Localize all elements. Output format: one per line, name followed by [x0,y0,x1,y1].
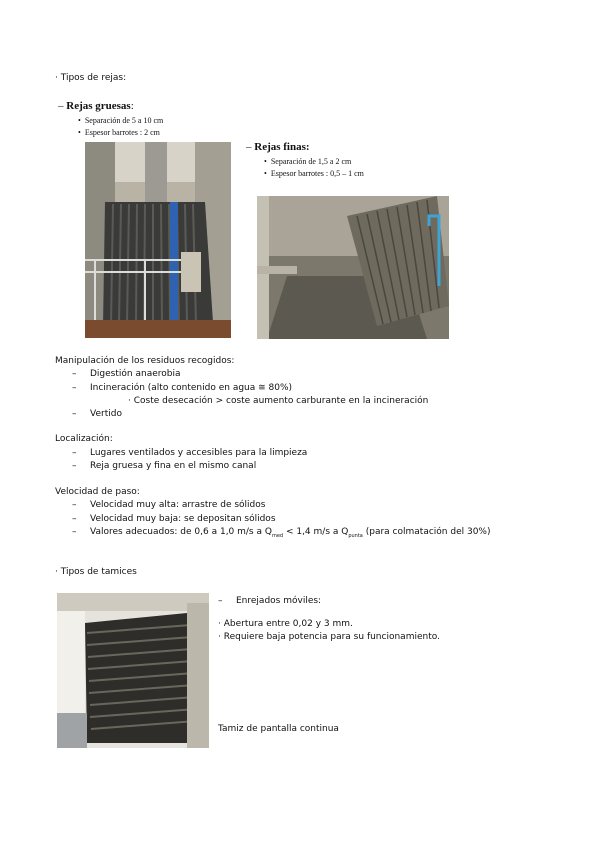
list-item: • Espesor barrotes : 0,5 – 1 cm [264,169,364,178]
list-item: – Lugares ventilados y accesibles para la limpieza [72,448,308,458]
valores-item: – Valores adecuados: de 0,6 a 1,0 m/s a $Q_{med} < 1,4$ m/s a $Q_{punta}$ (para colmatación del 30%) [72,527,491,539]
potencia-text: · Requiere baja potencia para su funcionamiento. [218,632,440,642]
list-item: – Velocidad muy alta: arrastre de sólidos [72,500,266,510]
tamiz-photo [57,593,209,748]
list-item: – Incineración (alto contenido en agua ≅ 80%) [72,383,293,393]
rejas-gruesas-list [78,115,163,139]
list-item: • Espesor barrotes : 2 cm [78,128,160,137]
rejas-heading: · Tipos de rejas: [55,73,127,83]
dash-marker: – [58,100,64,112]
tamices-heading: · Tipos de tamices [55,567,137,577]
localizacion-heading: Localización: [55,434,113,444]
list-item: – Digestión anaerobia [72,369,181,379]
rejas-finas-list [264,156,364,180]
abertura-text: · Abertura entre 0,02 y 3 mm. [218,619,353,629]
dash-marker: – [246,141,252,153]
rejas-gruesas-colon: : [130,100,134,112]
velocidad-heading: Velocidad de paso: [55,487,140,497]
tamiz-caption: Tamiz de pantalla continua [218,724,339,734]
list-item: • Separación de 1,5 a 2 cm [264,157,352,166]
list-item: • Separación de 5 a 10 cm [78,116,164,125]
list-item: – Velocidad muy baja: se depositan sólidos [72,514,276,524]
list-item: – Vertido [72,409,122,419]
sub-list-item: · Coste desecación > coste aumento carburante en la incineración [128,396,429,406]
rejas-gruesas-title-line [58,100,134,112]
rejas-gruesas-photo [85,142,231,338]
rejas-finas-photo [257,196,449,339]
manipulacion-heading: Manipulación de los residuos recogidos: [55,356,235,366]
list-item: – Reja gruesa y fina en el mismo canal [72,461,257,471]
rejas-gruesas-title: Rejas gruesas [66,100,131,112]
rejas-finas-title: Rejas finas: [254,141,310,153]
enrejados-item: – Enrejados móviles: [218,596,322,606]
rejas-finas-title-line [246,141,310,153]
